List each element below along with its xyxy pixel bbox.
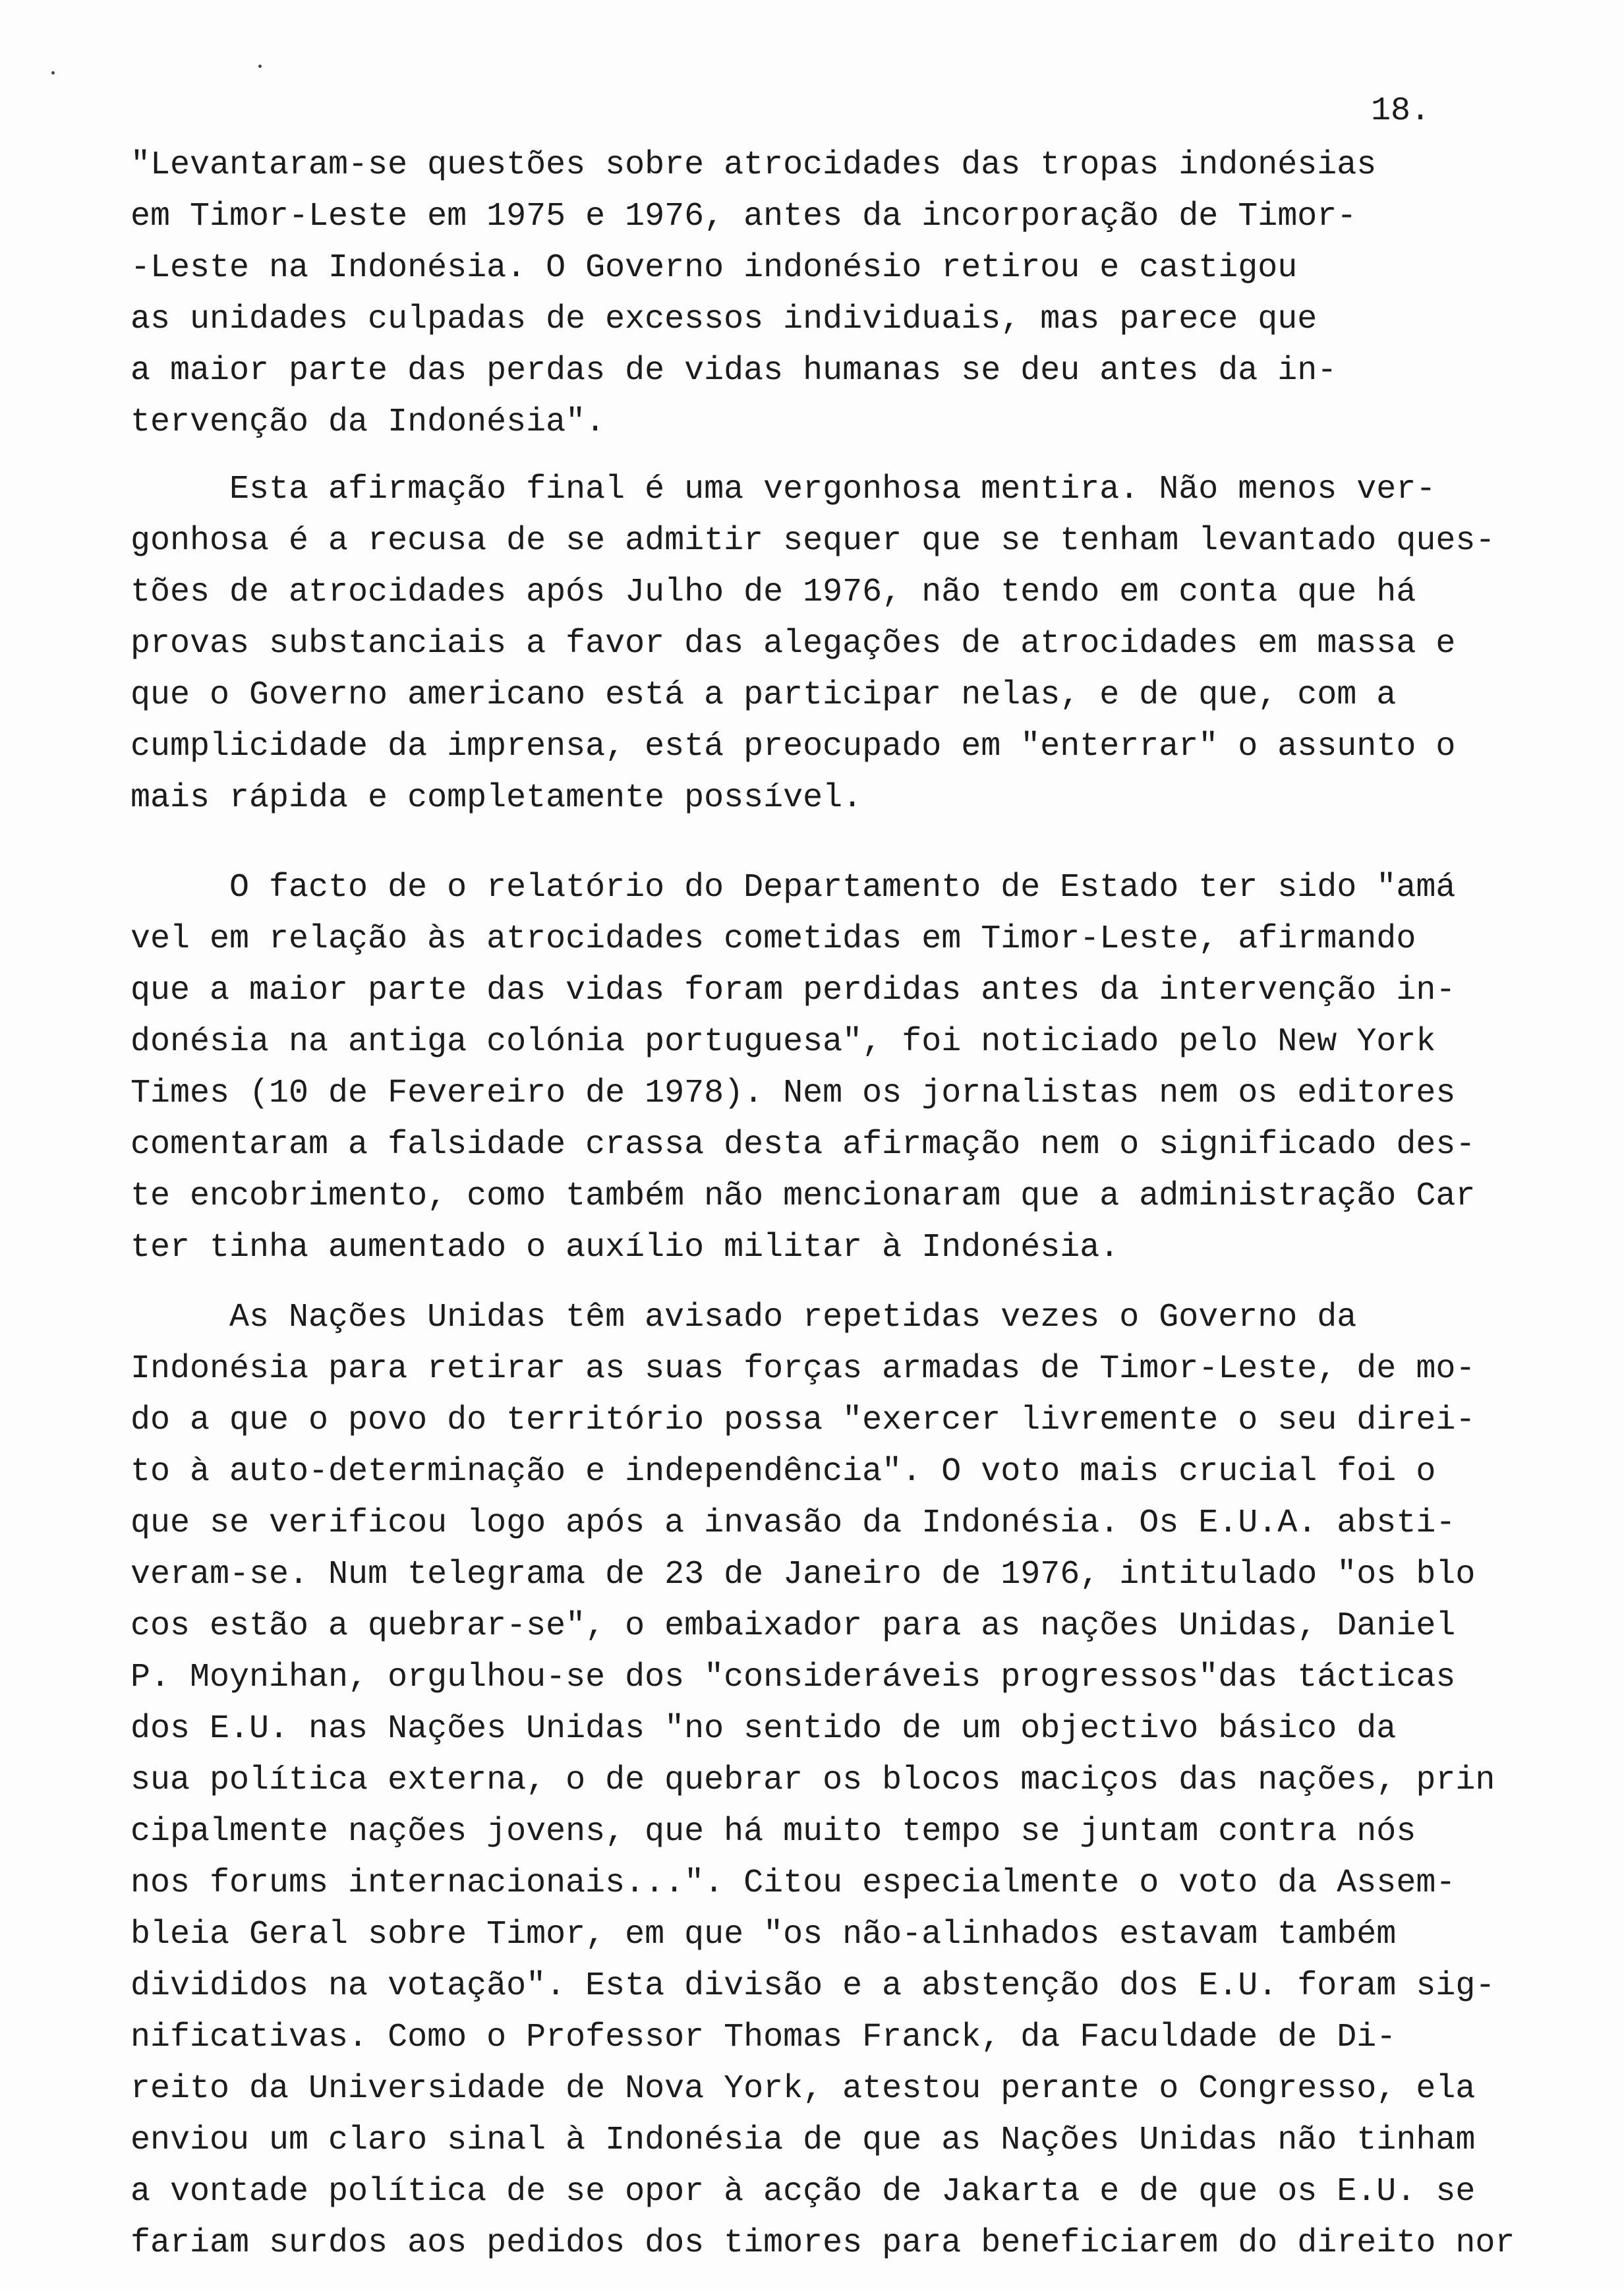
text-line: mais rápida e completamente possível. [130,779,863,817]
text-line: comentaram a falsidade crassa desta afirmação nem o significado des- [130,1126,1476,1164]
text-line: cipalmente nações jovens, que há muito tempo se juntam contra nós [130,1813,1416,1851]
text-line: sua política externa, o de quebrar os blocos maciços das nações, prin [130,1762,1495,1799]
text-line: -Leste na Indonésia. O Governo indonésio retirou e castigou [130,249,1298,287]
text-line: cos estão a quebrar-se", o embaixador para as nações Unidas, Daniel [130,1607,1456,1645]
text-line: fariam surdos aos pedidos dos timores para beneficiarem do direito nor [130,2224,1515,2262]
paragraph-1 [130,140,1376,448]
text-line: P. Moynihan, orgulhou-se dos "consideráveis progressos"das tácticas [130,1659,1456,1696]
text-line: donésia na antiga colónia portuguesa", foi noticiado pelo New York [130,1023,1436,1061]
paragraph-4 [130,1292,1515,2269]
text-line: Times (10 de Fevereiro de 1978). Nem os jornalistas nem os editores [130,1075,1456,1112]
text-line: vel em relação às atrocidades cometidas em Timor-Leste, afirmando [130,920,1416,958]
text-line: em Timor-Leste em 1975 e 1976, antes da incorporação de Timor- [130,198,1357,235]
text-line: veram-se. Num telegrama de 23 de Janeiro de 1976, intitulado "os blo [130,1556,1476,1593]
text-line: que se verificou logo após a invasão da Indonésia. Os E.U.A. absti- [130,1504,1456,1542]
text-line: nos forums internacionais...". Citou especialmente o voto da Assem- [130,1864,1456,1902]
text-line: a maior parte das perdas de vidas humanas se deu antes da in- [130,352,1337,390]
text-line: Indonésia para retirar as suas forças armadas de Timor-Leste, de mo- [130,1350,1476,1388]
text-line: As Nações Unidas têm avisado repetidas vezes o Governo da [130,1299,1357,1336]
text-line: reito da Universidade de Nova York, atestou perante o Congresso, ela [130,2070,1476,2108]
text-line: tervenção da Indonésia". [130,403,606,441]
scan-speck [51,71,55,74]
paragraph-2 [130,464,1495,824]
text-line: enviou um claro sinal à Indonésia de que as Nações Unidas não tinham [130,2122,1476,2159]
text-line: as unidades culpadas de excessos individuais, mas parece que [130,301,1318,338]
text-line: provas substanciais a favor das alegações de atrocidades em massa e [130,625,1456,663]
text-line: O facto de o relatório do Departamento de Estado ter sido "amá [130,869,1456,907]
text-line: cumplicidade da imprensa, está preocupado em "enterrar" o assunto o [130,728,1456,765]
text-line: te encobrimento, como também não mencionaram que a administração Car [130,1177,1476,1215]
text-line: ter tinha aumentado o auxílio militar à Indonésia. [130,1229,1120,1266]
text-line: do a que o povo do território possa "exercer livremente o seu direi- [130,1402,1476,1439]
text-line: Esta afirmação final é uma vergonhosa mentira. Não menos ver- [130,471,1436,508]
text-line: "Levantaram-se questões sobre atrocidades das tropas indonésias [130,146,1377,184]
text-line: que a maior parte das vidas foram perdidas antes da intervenção in- [130,972,1456,1009]
text-line: tões de atrocidades após Julho de 1976, não tendo em conta que há [130,574,1416,611]
text-line: bleia Geral sobre Timor, em que "os não-alinhados estavam também [130,1916,1397,1953]
text-line: nificativas. Como o Professor Thomas Franck, da Faculdade de Di- [130,2019,1397,2056]
text-line: to à auto-determinação e independência". O voto mais crucial foi o [130,1453,1436,1491]
text-line: que o Governo americano está a participar nelas, e de que, com a [130,676,1397,714]
text-line: dos E.U. nas Nações Unidas "no sentido de um objectivo básico da [130,1710,1397,1748]
scan-speck [258,65,262,68]
paragraph-3 [130,862,1475,1274]
text-line: divididos na votação". Esta divisão e a abstenção dos E.U. foram sig- [130,1967,1495,2005]
page-number: 18. [1371,92,1431,130]
text-line: a vontade política de se opor à acção de Jakarta e de que os E.U. se [130,2173,1476,2211]
text-line: gonhosa é a recusa de se admitir sequer que se tenham levantado ques- [130,522,1495,560]
